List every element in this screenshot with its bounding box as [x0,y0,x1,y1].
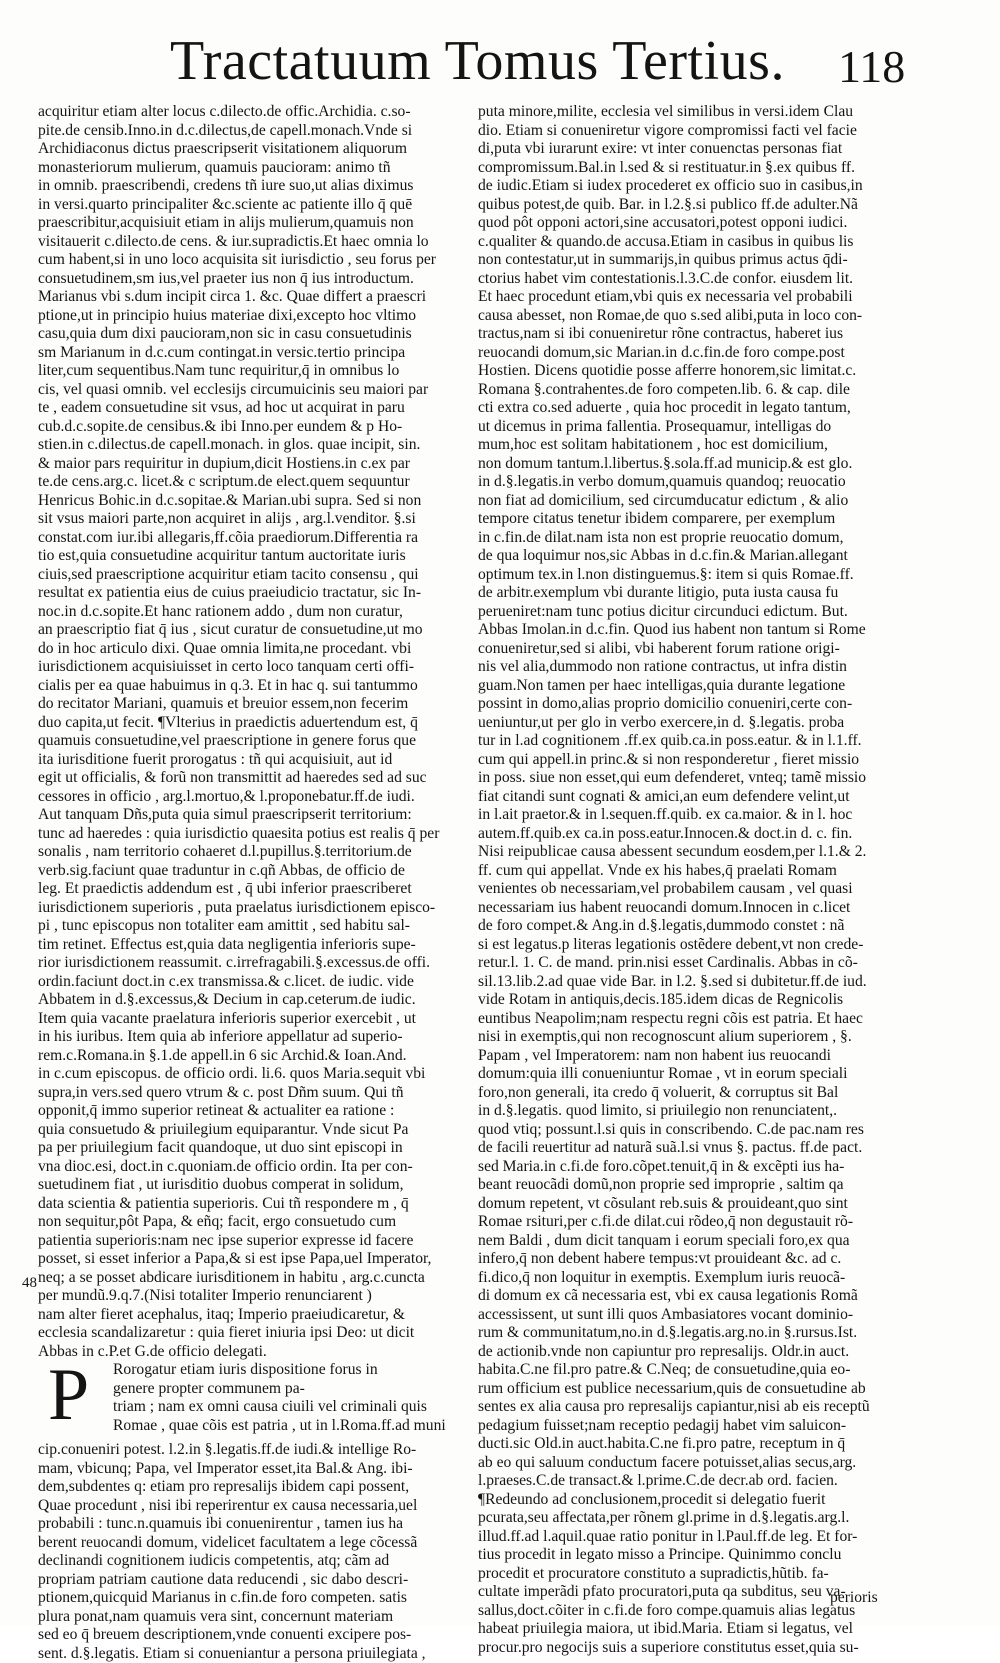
text-line: de actionib.vnde non capiuntur pro represalijs. Oldr.in auct. [478,1343,914,1362]
text-line: Abbas Imolan.in d.c.fin. Quod ius habent non tantum si Rome [478,621,914,640]
text-line: mum,hoc est solitam habitationem , hoc est domicilium, [478,436,914,455]
text-line: patientia superioris:nam nec ipse superior expresse id facere [38,1232,470,1251]
right-column-text [478,103,914,1657]
text-line: sent. d.§.legatis. Etiam si conueniantur a persona priuilegiata , [38,1645,470,1663]
drop-cap-initial: P [48,1355,89,1435]
text-line: quia consuetudo & priuilegium equiparantur. Vnde sicut Pa [38,1121,470,1140]
text-line: Archidiaconus dictus praescripserit visitationem aliquorum [38,140,470,159]
text-line: retur.l. 1. C. de mand. prin.nisi esset Cardinalis. Abbas in cõ- [478,954,914,973]
text-line: ab eo qui saluum conductum facere potuisset,alias secus,arg. [478,1454,914,1473]
text-line: ¶Redeundo ad conclusionem,procedit si delegatio fuerit [478,1491,914,1510]
text-line: rem.c.Romana.in §.1.de appell.in 6 sic Archid.& Ioan.And. [38,1047,470,1066]
text-line: Quae procedunt , nisi ibi reperirentur ex causa necessaria,uel [38,1497,470,1516]
text-line: Papam , vel Imperatorem: nam non habent ius reuocandi [478,1047,914,1066]
text-line: suetudinem fiat , ut iurisditio duobus comperat in solidum, [38,1176,470,1195]
text-line: sm Marianum in d.c.cum contingat.in versic.tertio principa [38,344,470,363]
decorated-initial-paragraph [38,1361,470,1441]
text-line: de qua loquimur nos,sic Abbas in d.c.fin.& Marian.allegant [478,547,914,566]
text-line: supra,in vers.sed quero vtrum & c. post Dñm suum. Qui tñ [38,1084,470,1103]
text-line: sed eo q̄ breuem descriptionem,vnde conuenti excipere pos- [38,1626,470,1645]
text-line: euntibus Neapolim;nam respectu regni cõis est patria. Et haec [478,1010,914,1029]
catchword: perioris [830,1589,878,1607]
text-line: te.de cens.arg.c. licet.& c scriptum.de elect.quem sequuntur [38,473,470,492]
text-line: non sequitur,pôt Papa, & eñq; facit, ergo consuetudo cum [38,1213,470,1232]
text-line: ptione,ut in principio huius materiae dixi,excepto hoc vltimo [38,307,470,326]
text-line: opponit,q̄ immo superior retineat & actualiter ea ratione : [38,1102,470,1121]
text-line: Abbas in c.P.et G.de officio delegati. [38,1343,470,1362]
right-text-column [478,103,914,1657]
text-line: de facili reuertitur ad naturã suã.l.si vnus §. pactus. ff.de pact. [478,1139,914,1158]
text-line: Nisi reipublicae causa abessent secundum eosdem,per l.1.& 2. [478,843,914,862]
text-line: acquiritur etiam alter locus c.dilecto.de offic.Archidia. c.so- [38,103,470,122]
text-line: ptionem,quicquid Marianus in c.fin.de foro competen. satis [38,1589,470,1608]
text-line: egit ut officialis, & forũ non transmittit ad haeredes sed ad suc [38,769,470,788]
text-line: ctorius habet vim contestationis.l.3.C.de confor. eiusdem lit. [478,270,914,289]
text-line: plura ponat,nam quamuis vera sint, concernunt materiam [38,1608,470,1627]
text-line: tius procedit in legato misso a Principe. Quinimmo conclu [478,1546,914,1565]
text-line: mam, vbicunq; Papa, vel Imperator esset,ita Bal.& Ang. ibi- [38,1460,470,1479]
text-line: neq; a se posset abdicare iurisditionem in habitu , arg.c.cuncta [38,1269,470,1288]
left-column-lower-text [38,1441,470,1663]
text-line: do in hoc articulo dixi. Quae omnia limita,ne procedant. vbi [38,640,470,659]
text-line: berent reuocandi domum, videlicet facultatem a lege cõcessã [38,1534,470,1553]
text-line: sonalis , nam territorio cohaeret d.l.pupillus.§.territorium.de [38,843,470,862]
text-line: casu,quia dum dixi paucioram,non sic in casu consuetudinis [38,325,470,344]
text-line: procedit et procuratore constituto a supradictis,hũtib. fa- [478,1565,914,1584]
text-line: Marianus vbi s.dum incipit circa 1. &c. Quae differt a praescri [38,288,470,307]
text-line: beant reuocãdi domũ,non proprie sed improprie , saltim qa [478,1176,914,1195]
text-line: Henricus Bohic.in d.c.sopitae.& Marian.ubi supra. Sed si non [38,492,470,511]
text-line: probabili : tunc.n.quamuis ibi conuenirentur , tamen ius ha [38,1515,470,1534]
text-line: praescribitur,acquisiuit etiam in alijs mulierum,quamuis non [38,214,470,233]
text-line: ita iurisditione fuerit prorogatus : tñ qui acquisiuit, aut id [38,751,470,770]
text-line: ciuis,sed praescriptione acquiritur etiam tacito consensu , qui [38,566,470,585]
text-line: stien.in c.dilectus.de capell.monach. in glos. quae incipit, sin. [38,436,470,455]
text-line: rior iurisdictionem reassumit. c.irrefragabili.§.excessus.de offi. [38,954,470,973]
text-line: reuocandi domum,sic Marian.in d.c.fin.de foro compe.post [478,344,914,363]
text-line: nam alter fieret acephalus, itaq; Imperio praeiudicaretur, & [38,1306,470,1325]
text-line: pa per priuilegium facit quandoque, ut duo sint episcopi in [38,1139,470,1158]
text-line: quibus potest,de quib. Bar. in l.2.§.si publico ff.de adulter.Nã [478,196,914,215]
text-line: in l.ait praetor.& in l.sequen.ff.quib. ex ca.maior. & in l. hoc [478,806,914,825]
text-line: te , eadem consuetudine sit vsus, ad hoc ut acquirat in paru [38,399,470,418]
text-line: quamuis consuetudine,vel praescriptione in genere forus que [38,732,470,751]
text-line: sentes ex alia causa pro represalijs capiantur,nisi ab eis receptũ [478,1398,914,1417]
text-line: in versi.quarto principaliter &c.sciente ac patiente illo q̄ quē [38,196,470,215]
text-line: posset, si esset inferior a Papa,& si est ipse Papa,uel Imperator, [38,1250,470,1269]
text-line: pcurata,seu affectata,per rõnem gl.prime in d.§.legatis.arg.l. [478,1509,914,1528]
text-line: cum habent,si in uno loco acquisita sit iurisdictio , seu forus per [38,251,470,270]
text-line: Romae rsituri,per c.fi.de dilat.cui rõdeo,q̄ non degustauit rõ- [478,1213,914,1232]
text-line: quod pôt opponi actori,sine accusatori,potest opponi iudici. [478,214,914,233]
text-line: genere propter communem pa- [113,1380,473,1399]
text-line: resultat ex patientia eius de cuius praeiudicio tractatur, sic In- [38,584,470,603]
text-line: dio. Etiam si conueniretur vigore compromissi facti vel facie [478,122,914,141]
text-line: cialis per ea quae habuimus in q.3. Et in hac q. sui tantummo [38,677,470,696]
text-line: liter,cum sequentibus.Nam tunc requiritur,q̄ in omnibus lo [38,362,470,381]
left-column-upper-text [38,103,470,1361]
text-line: cub.d.c.sopite.de censibus.& ibi Inno.per eundem & p Ho- [38,418,470,437]
text-line: ordin.faciunt doct.in c.ex transmissa.& c.licet. de iudic. vide [38,973,470,992]
text-line: iurisdictionem superioris , puta praelatus iurisdictionem episco- [38,899,470,918]
text-line: Aut tanquam Dñs,puta quia simul praescripserit territorium: [38,806,470,825]
text-line: nisi in exemptis,qui non recognoscunt alium superiorem , §. [478,1028,914,1047]
text-line: visitauerit c.dilecto.de cens. & iur.supradictis.Et haec omnia lo [38,233,470,252]
running-head-title: Tractatuum Tomus Tertius. [170,30,785,92]
text-line: rum & communitatum,no.in d.§.legatis.arg.no.in §.rursus.Ist. [478,1324,914,1343]
text-line: triam ; nam ex omni causa ciuili vel criminali quis [113,1398,473,1417]
text-line: in c.cum episcopus. de officio ordi. li.6. quos Maria.sequit vbi [38,1065,470,1084]
text-line: di,puta vbi iurarunt exire: vt inter conuenctas personas fiat [478,140,914,159]
text-line: ueniuntur,ut per glo in verbo exercere,in d. §.legatis. proba [478,714,914,733]
text-line: Et haec procedunt etiam,vbi quis ex necessaria vel probabili [478,288,914,307]
text-line: ecclesia scandalizaretur : quia fieret iniuria ipsi Deo: ut dicit [38,1324,470,1343]
text-line: Item quia vacante praelatura inferioris superior exercebit , ut [38,1010,470,1029]
text-line: l.praeses.C.de transact.& l.prime.C.de decr.ab ord. facien. [478,1472,914,1491]
text-line: verb.sig.faciunt quae traduntur in c.qñ Abbas, de officio de [38,862,470,881]
text-line: tur in l.ad cognitionem .ff.ex quib.ca.in poss.eatur. & in l.1.ff. [478,732,914,751]
text-line: si est legatus.p literas legationis ostẽdere debent,vt non crede- [478,936,914,955]
text-line: fi.dico,q̄ non loquitur in exemptis. Exemplum iuris reuocã- [478,1269,914,1288]
text-line: leg. Et praedictis addendum est , q̄ ubi inferior praescriberet [38,880,470,899]
text-line: quod vtiq; possunt.l.si quis in conscribendo. C.de pac.nam res [478,1121,914,1140]
text-line: conueniretur,sed si alibi, vbi haberent forum ratione origi- [478,640,914,659]
text-line: autem.ff.quib.ex ca.in poss.eatur.Innocen.& doct.in d. c. fin. [478,825,914,844]
text-line: causa abesset, non Romae,de quo s.sed alibi,puta in loco con- [478,307,914,326]
text-line: iurisdictionem acquisiuisset in certo loco tanquam certi offi- [38,658,470,677]
text-line: puta minore,milite, ecclesia vel similibus in versi.idem Clau [478,103,914,122]
text-line: venientes ob necessariam,vel probabilem causam , vel quasi [478,880,914,899]
text-line: tim retinet. Effectus est,quia data negligentia inferioris supe- [38,936,470,955]
text-line: monasteriorum mulierum, quamuis paucioram: animo tñ [38,159,470,178]
text-line: ut dicemus in prima fallentia. Prosequamur, intelligas do [478,418,914,437]
text-line: cessores in officio , arg.l.mortuo,& l.proponebatur.ff.de iudi. [38,788,470,807]
text-line: sit vsus maiori parte,non acquiret in alijs , arg.l.venditor. §.si [38,510,470,529]
text-line: consuetudinem,sm ius,vel praeter ius non q̄ ius introductum. [38,270,470,289]
text-line: & maior pars requiritur in dupium,dicit Hostiens.in c.ex par [38,455,470,474]
text-line: necessariam ius habent reuocandi domum.Innocen in c.licet [478,899,914,918]
text-line: infero,q̄ non debent habere tempus:vt prouideant &c. ad c. [478,1250,914,1269]
text-line: tio est,quia consuetudine acquiritur tantum auctoritate iuris [38,547,470,566]
text-line: tractus,nam si ibi conueniretur rõne contractus, haberet ius [478,325,914,344]
text-line: habita.C.ne fil.pro patre.& C.Neq; de consuetudine,quia eo- [478,1361,914,1380]
text-line: Hostien. Dicens quotidie posse afferre honorem,sic limitat.c. [478,362,914,381]
text-line: cip.conueniri potest. l.2.in §.legatis.ff.de iudi.& intellige Ro- [38,1441,470,1460]
text-line: in d.§.legatis.in verbo domum,quamuis quandoq; reuocatio [478,473,914,492]
text-line: compromissum.Bal.in l.sed & si restituatur.in §.ex quibus ff. [478,159,914,178]
text-line: tempore citatus tenetur ibidem comparere, per exemplum [478,510,914,529]
text-line: illud.ff.ad l.aquil.quae ratio ponitur in l.Paul.ff.de leg. Et for- [478,1528,914,1547]
text-line: per mundũ.9.q.7.(Nisi totaliter Imperio renunciarent ) [38,1287,470,1306]
text-line: pedagium fuisset;nam receptio pedagij habet vim saluicon- [478,1417,914,1436]
text-line: rum officium est publice necessarium,quis de consuetudine ab [478,1380,914,1399]
marginal-paragraph-number: 48 [22,1275,37,1292]
text-line: non contestatur,ut in summarijs,in quibus primus actus q̄di- [478,251,914,270]
text-line: constat.com iur.ibi allegaris,ff.cõia praediorum.Differentia ra [38,529,470,548]
text-line: tunc ad haeredes : quia iurisdictio quaesita potius est realis q̄ per [38,825,470,844]
text-line: cultate imperãdi pfato procuratori,puta qa subditus, seu va- [478,1583,914,1602]
text-line: in his iuribus. Item quia ab inferiore appellatur ad superio- [38,1028,470,1047]
text-line: c.qualiter & quando.de accusa.Etiam in casibus in quibus lis [478,233,914,252]
text-line: fiat citandi sunt cognati & amici,an eum defendere velint,ut [478,788,914,807]
text-line: non fiat ad domicilium, sed circumducatur edictum , & alio [478,492,914,511]
text-line: sil.13.lib.2.ad quae vide Bar. in l.2. §.sed si dubitetur.ff.de iud. [478,973,914,992]
text-line: Abbatem in d.§.excessus,& Decium in cap.ceterum.de iudic. [38,991,470,1010]
text-line: ff. cum qui appellat. Vnde ex his habes,q̄ praelati Romam [478,862,914,881]
text-line: nem Baldi , dum dicit tanquam i eorum speciali foro,ex qua [478,1232,914,1251]
text-line: ducti.sic Old.in auct.habita.C.ne fi.pro patre, receptum in q̄ [478,1435,914,1454]
text-line: Romana §.contrahentes.de foro competen.lib. 6. & cap. dile [478,381,914,400]
text-line: de arbitr.exemplum vbi durante litigio, puta iusta causa fu [478,584,914,603]
text-line: vide Rotam in antiquis,decis.185.idem dicas de Regnicolis [478,991,914,1010]
text-line: sed Maria.in c.fi.de foro.cõpet.tenuit,q̄ in & excẽpti ius ha- [478,1158,914,1177]
text-line: Romae , quae cõis est patria , ut in l.Roma.ff.ad muni [113,1417,473,1436]
text-line: in omnib. praescribendi, credens tñ iure suo,ut alias diximus [38,177,470,196]
text-line: accessissent, ut sunt illi quos Ambasiatores vocant dominio- [478,1306,914,1325]
folio-number: 118 [838,42,905,92]
text-line: cis, vel quasi omnib. vel ecclesijs circumuicinis seu maiori par [38,381,470,400]
text-line: dem,subdentes q: etiam pro represalijs ibidem capi possent, [38,1478,470,1497]
text-line: in d.§.legatis. quod limito, si priuilegio non renunciatent,. [478,1102,914,1121]
text-line: non domum tantum.l.libertus.§.sola.ff.ad municip.& est glo. [478,455,914,474]
text-line: perueniret:nam tunc potius dicitur circunduci edictum. But. [478,603,914,622]
text-line: do recitator Mariani, quamuis et breuior essem,non fecerim [38,695,470,714]
text-line: noc.in d.c.sopite.Et hanc rationem addo , dum non curatur, [38,603,470,622]
text-line: guam.Non tamen per haec intelligas,quia durante legatione [478,677,914,696]
text-line: an praescriptio fiat q̄ ius , sicut curatur de consuetudine,ut mo [38,621,470,640]
text-line: cum qui appell.in princ.& si non responderetur , fieret missio [478,751,914,770]
text-line: vna dioc.esi, doct.in c.quoniam.de officio ordin. Ita per con- [38,1158,470,1177]
text-line: optimum tex.in l.non distinguemus.§: item si quis Romae.ff. [478,566,914,585]
text-line: duo capita,ut fecit. ¶Vlterius in praedictis aduertendum est, q̄ [38,714,470,733]
text-line: propriam patriam cautione data reducendi , sic dabo descri- [38,1571,470,1590]
text-line: sallus,doct.cõiter in c.fi.de foro compe.quamuis alias legatus [478,1602,914,1621]
text-line: domum:quia illi conueniuntur Romae , vt in eorum speciali [478,1065,914,1084]
text-line: possint in domo,alias proprio domicilio conueniri,certe con- [478,695,914,714]
text-line: procur.pro negocijs suis a superiore constitutus esset,quia su- [478,1639,914,1658]
text-line: pite.de censib.Inno.in d.c.dilectus,de capell.monach.Vnde si [38,122,470,141]
text-line: de foro compet.& Ang.in d.§.legatis,dummodo constet : nã [478,917,914,936]
drop-cap-lines [113,1361,473,1435]
text-line: in poss. siue non esset,qui eum defenderet, vnteq; tamẽ missio [478,769,914,788]
text-line: domum repetent, vt cõsulant reb.suis & prouideant,quo sint [478,1195,914,1214]
left-text-column [38,103,470,1663]
text-line: nis vel alia,dummodo non ratione contractus, ut infra distin [478,658,914,677]
text-line: in c.fin.de dilat.nam ista non est proprie reuocatio domum, [478,529,914,548]
text-line: data scientia & patientia superioris. Cui tñ respondere m , q̄ [38,1195,470,1214]
text-line: declinandi cognitionem iudicis competentis, atq; cãm ad [38,1552,470,1571]
text-line: de iudic.Etiam si iudex procederet ex officio suo in casibus,in [478,177,914,196]
text-line: cti extra co.sed aduerte , quia hoc procedit in legato tantum, [478,399,914,418]
text-line: di domum ex cã necessaria est, vbi ex causa legationis Romã [478,1287,914,1306]
text-line: habeat priuilegia maiora, ut ibid.Maria. Etiam si legatus, vel [478,1620,914,1639]
text-line: Rorogatur etiam iuris dispositione forus in [113,1361,473,1380]
text-line: foro,non generali, ita credo q̄ voluerit, & corruptus sit Bal [478,1084,914,1103]
text-line: pi , tunc episcopus non totaliter eam amittit , sed habitu sal- [38,917,470,936]
